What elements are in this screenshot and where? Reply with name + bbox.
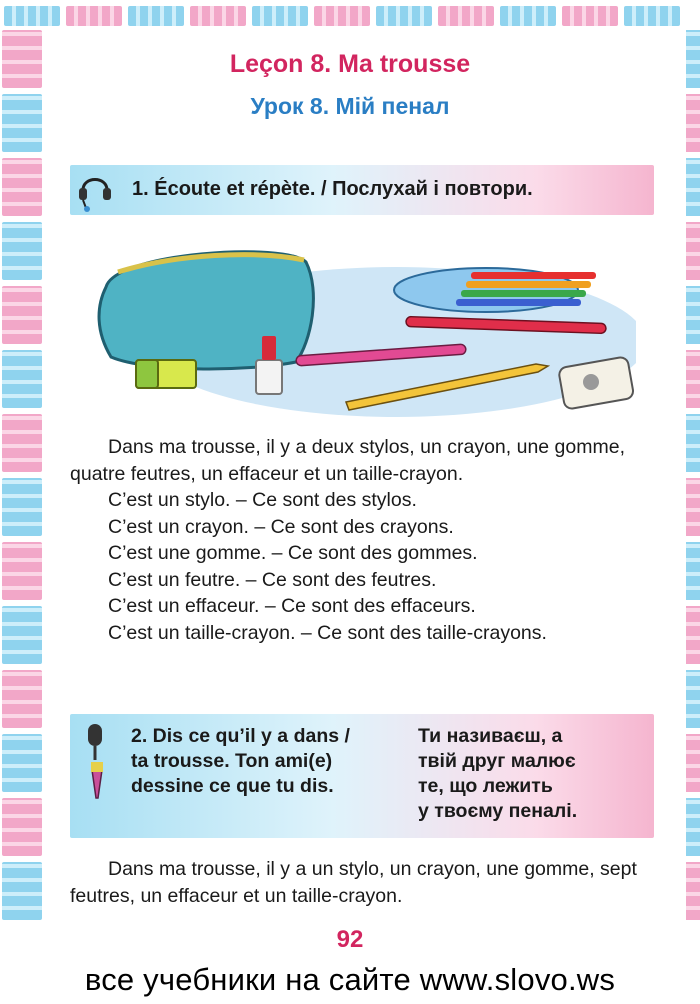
task2-left-line: ta trousse. Ton ami(e) [131, 750, 333, 772]
task2-right-line: у твоєму пеналі. [418, 800, 578, 822]
page-number: 92 [336, 926, 364, 953]
top-border [0, 0, 700, 28]
task2-right-line: твій друг малює [418, 750, 576, 772]
lesson-title-ua: Урок 8. Мій пенал [250, 93, 450, 119]
task1-body [70, 434, 660, 646]
footer-text: все учебники на сайте www.slovo.ws [84, 962, 616, 997]
task1-line: C’est un taille-crayon. – Ce sont des taille-crayons. [108, 621, 547, 644]
task2-right-line: те, що лежить [418, 775, 553, 797]
task1-heading: 1. Écoute et répète. / Послухай і повтори. [132, 178, 533, 200]
task2-instruction-ua [418, 724, 577, 824]
task1-line: C’est un stylo. – Ce sont des stylos. [108, 489, 417, 511]
task1-line: C’est un effaceur. – Ce sont des effaceurs. [108, 595, 476, 617]
right-border [686, 30, 700, 950]
task1-paragraph: Dans ma trousse, il y a deux stylos, un crayon, une gomme, quatre feutres, un effaceur et un taille-crayon. [70, 436, 625, 485]
task2-left-line: dessine ce que tu dis. [131, 775, 334, 797]
felt-pens-icon [394, 268, 596, 312]
task2-instruction-fr [131, 724, 350, 799]
headphones-icon [76, 168, 114, 212]
pencil-case-illustration [96, 232, 636, 417]
microphone-icon [78, 720, 114, 804]
task2-body [70, 856, 660, 909]
left-border [0, 30, 46, 950]
task2-paragraph: Dans ma trousse, il y a un stylo, un crayon, une gomme, sept feutres, un effaceur et un taille-crayon. [70, 858, 637, 907]
eraser-icon [136, 360, 196, 388]
task1-line: C’est un crayon. – Ce sont des crayons. [108, 515, 454, 538]
task1-line: C’est une gomme. – Ce sont des gommes. [108, 542, 478, 564]
task1-line: C’est un feutre. – Ce sont des feutres. [108, 568, 437, 591]
task2-left-line: 2. Dis ce qu’il y a dans / [131, 725, 350, 747]
task2-right-line: Ти називаєш, а [418, 725, 563, 747]
lesson-title-fr: Leçon 8. Ma trousse [229, 50, 471, 78]
